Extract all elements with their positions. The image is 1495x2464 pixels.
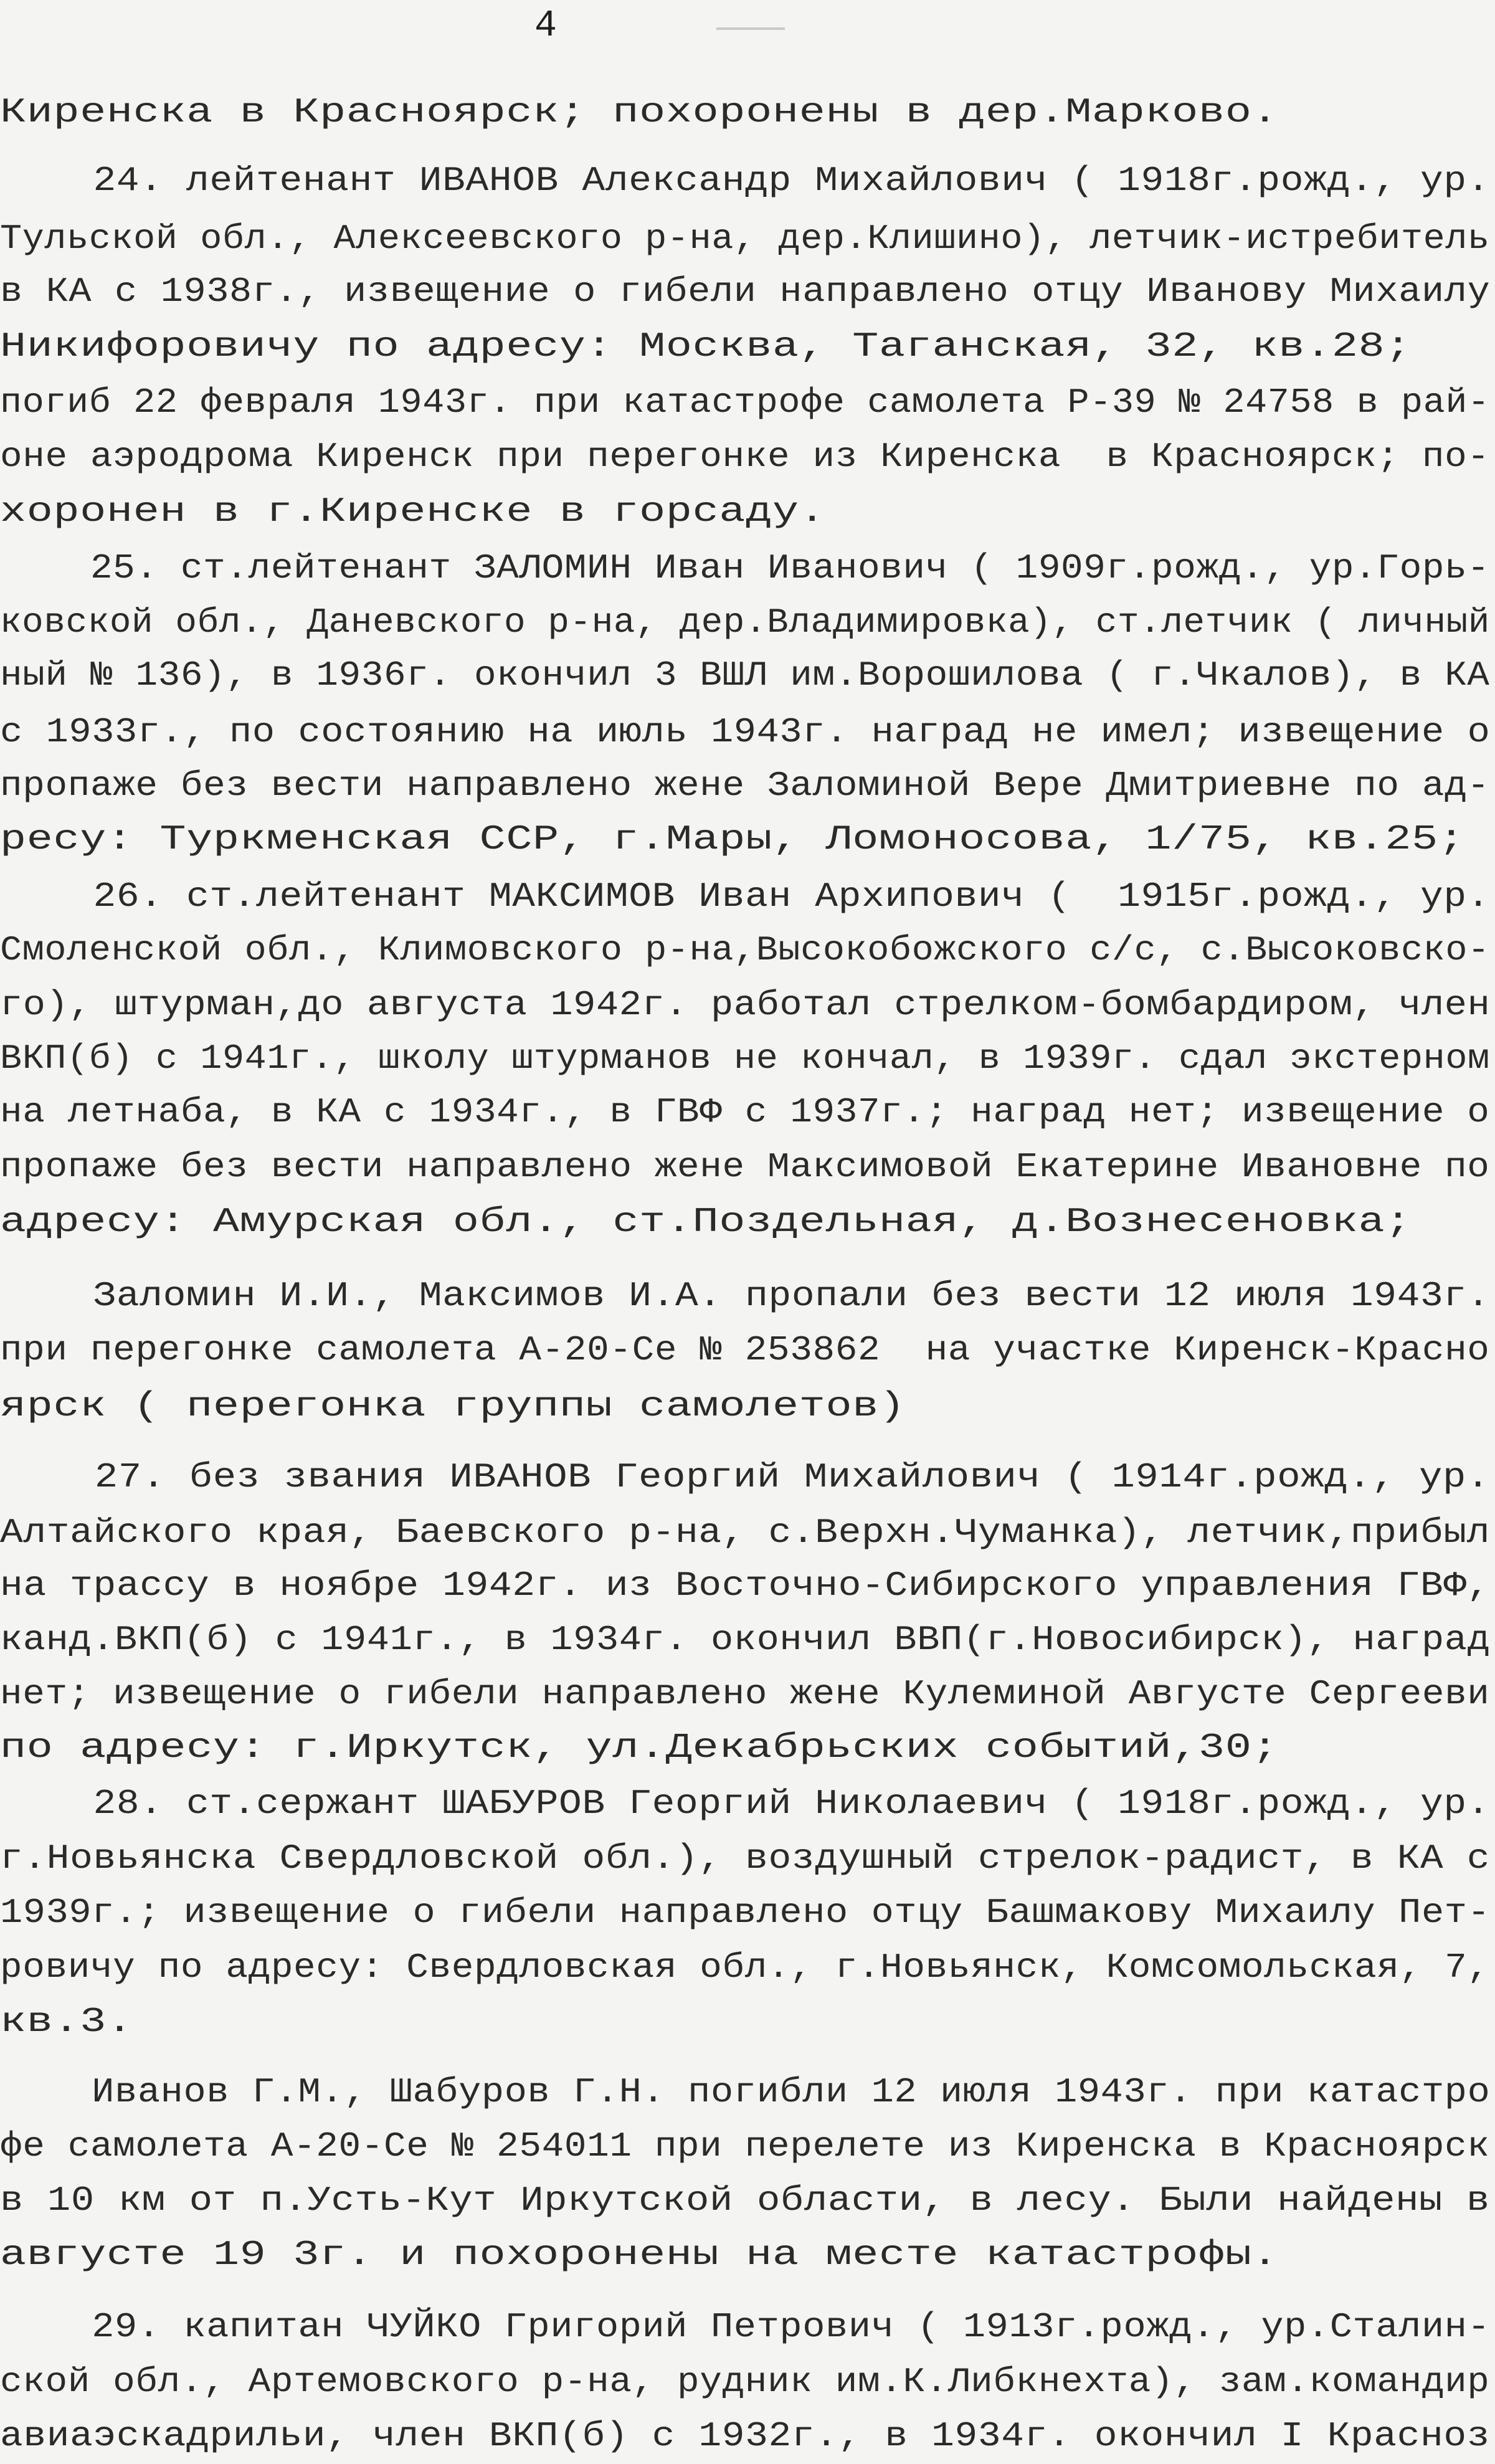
text-line: ровичу по адресу: Свердловская обл., г.Новьянск, Комсомольская, 7, (0, 1948, 1490, 1987)
text-line: Алтайского края, Баевского р-на, с.Верхн.Чуманка), летчик,прибыл (0, 1513, 1491, 1553)
text-line: нет; извещение о гибели направлено жене Кулеминой Августе Сергееви (0, 1674, 1490, 1714)
text-line: 29. капитан ЧУЙКО Григорий Петрович ( 1913г.рожд., ур.Сталин- (0, 2307, 1491, 2347)
text-line: кв.3. (0, 2002, 133, 2042)
text-line: 28. ст.сержант ШАБУРОВ Георгий Николаевич ( 1918г.рожд., ур. (0, 1784, 1491, 1824)
text-line: в 10 км от п.Усть-Кут Иркутской области, в лесу. Были найдены в (0, 2181, 1490, 2220)
scan-mark (716, 27, 785, 30)
text-line: 27. без звания ИВАНОВ Георгий Михайлович ( 1914г.рожд., ур. (0, 1457, 1490, 1497)
text-line: оне аэродрома Киренск при перегонке из Киренска в Красноярск; по- (0, 437, 1490, 477)
text-line: г.Новьянска Свердловской обл.), воздушный стрелок-радист, в КА с (0, 1838, 1491, 1878)
text-line: 25. ст.лейтенант ЗАЛОМИН Иван Иванович ( 1909г.рожд., ур.Горь- (0, 548, 1490, 588)
text-line: канд.ВКП(б) с 1941г., в 1934г. окончил ВВП(г.Новосибирск), наград (0, 1620, 1491, 1660)
text-line: погиб 22 февраля 1943г. при катастрофе самолета Р-39 № 24758 в рай- (0, 383, 1490, 422)
text-line: в КА с 1938г., извещение о гибели направлено отцу Иванову Михаилу (0, 272, 1491, 312)
text-line: Заломин И.И., Максимов И.А. пропали без вести 12 июля 1943г. (0, 1276, 1491, 1316)
text-line: 24. лейтенант ИВАНОВ Александр Михайлович ( 1918г.рожд., ур. (0, 161, 1491, 201)
text-line: ный № 136), в 1936г. окончил 3 ВШЛ им.Ворошилова ( г.Чкалов), в КА (0, 655, 1490, 695)
text-line: по адресу: г.Иркутск, ул.Декабрьских событий,30; (0, 1728, 1279, 1767)
text-line: 1939г.; извещение о гибели направлено отцу Башмакову Михаилу Пет- (0, 1893, 1491, 1933)
text-line: ской обл., Артемовского р-на, рудник им.К.Либкнехта), зам.командир (0, 2362, 1490, 2402)
text-line: пропаже без вести направлено жене Заломиной Вере Дмитриевне по ад- (0, 766, 1490, 806)
text-line: Киренска в Красноярск; похоронены в дер.Марково. (0, 92, 1279, 132)
text-line: ВКП(б) с 1941г., школу штурманов не кончал, в 1939г. сдал экстерном (0, 1039, 1490, 1078)
text-line: 26. ст.лейтенант МАКСИМОВ Иван Архипович ( 1915г.рожд., ур. (0, 877, 1491, 916)
text-line: фе самолета А-20-Се № 254011 при перелете из Киренска в Красноярск (0, 2126, 1490, 2166)
text-line: хоронен в г.Киренске в горсаду. (0, 492, 826, 531)
text-line: Смоленской обл., Климовского р-на,Высокобожского с/с, с.Высоковско- (0, 930, 1490, 970)
text-line: Тульской обл., Алексеевского р-на, дер.Клишино), летчик-истребитель (0, 219, 1490, 259)
text-line: ярск ( перегонка группы самолетов) (0, 1386, 906, 1426)
text-line: ресу: Туркменская ССР, г.Мары, Ломоносова, 1/75, кв.25; (0, 819, 1465, 859)
text-line: адресу: Амурская обл., ст.Поздельная, д.Вознесеновка; (0, 1202, 1412, 1242)
text-line: при перегонке самолета А-20-Се № 253862 на участке Киренск-Красно (0, 1330, 1490, 1370)
page-number: 4 (534, 5, 558, 47)
text-line: на трассу в ноябре 1942г. из Восточно-Сибирского управления ГВФ, (0, 1566, 1491, 1605)
text-line: на летнаба, в КА с 1934г., в ГВФ с 1937г.; наград нет; извещение о (0, 1092, 1490, 1132)
text-line: авиаэскадрильи, член ВКП(б) с 1932г., в 1934г. окончил I Красноз (0, 2416, 1491, 2456)
text-line: го), штурман,до августа 1942г. работал стрелком-бомбардиром, член (0, 985, 1491, 1025)
text-line: августе 19 3г. и похоронены на месте катастрофы. (0, 2235, 1279, 2275)
text-line: Иванов Г.М., Шабуров Г.Н. погибли 12 июля 1943г. при катастро (0, 2072, 1491, 2112)
text-line: пропаже без вести направлено жене Максимовой Екатерине Ивановне по (0, 1147, 1490, 1187)
text-line: ковской обл., Даневского р-на, дер.Владимировка), ст.летчик ( личный (0, 602, 1490, 642)
text-line: Никифоровичу по адресу: Москва, Таганская, 32, кв.28; (0, 326, 1412, 366)
text-line: с 1933г., по состоянию на июль 1943г. наград не имел; извещение о (0, 712, 1491, 752)
